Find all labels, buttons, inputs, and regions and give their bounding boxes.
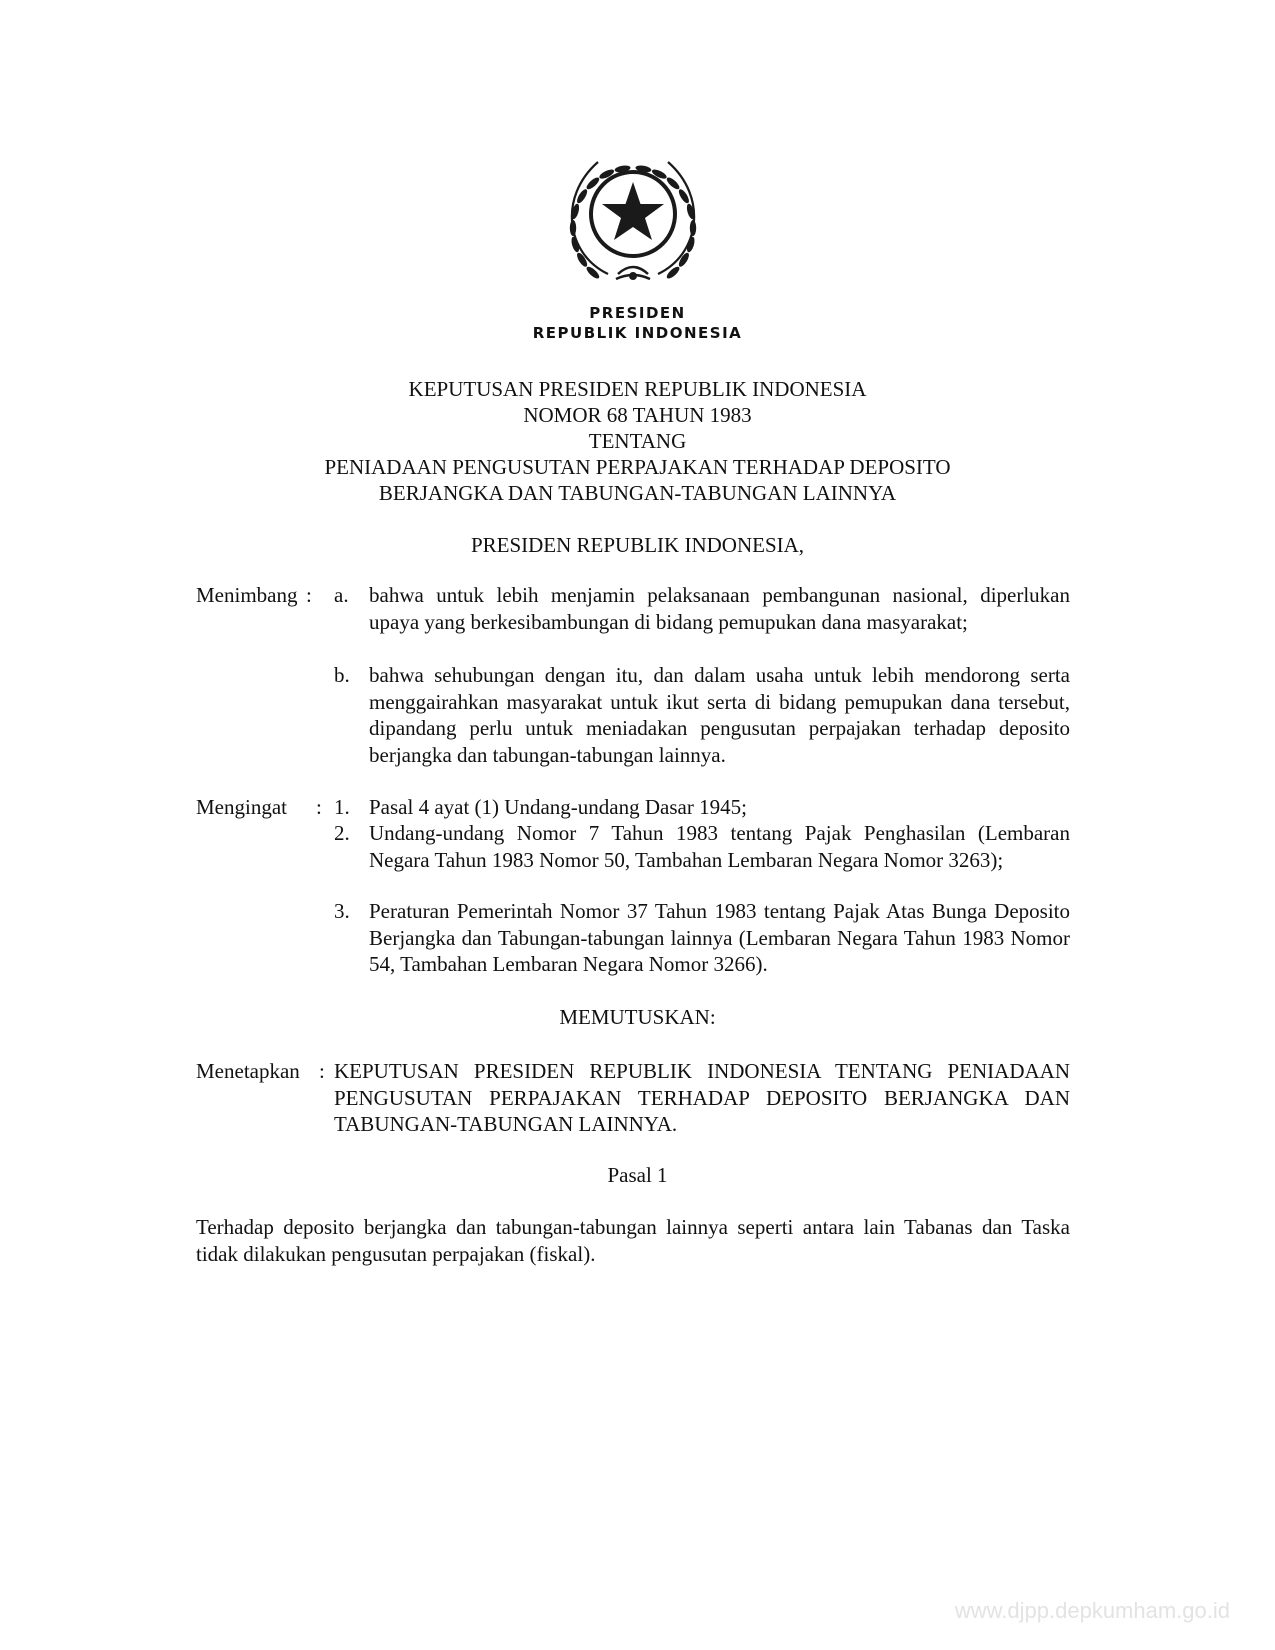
emblem-label-line-1: PRESIDEN — [589, 304, 686, 322]
title-line-3: TENTANG — [588, 429, 687, 453]
mengingat-label: Mengingat — [196, 795, 287, 819]
pasal-1-heading: Pasal 1 — [607, 1163, 668, 1187]
emblem-label-line-2: REPUBLIK INDONESIA — [532, 324, 743, 342]
memutuskan-heading: MEMUTUSKAN: — [559, 1005, 716, 1029]
title-line-4: PENIADAAN PENGUSUTAN PERPAJAKAN TERHADAP DEPOSITO — [324, 455, 951, 479]
mengingat-marker-2: 2. — [334, 821, 350, 845]
president-heading: PRESIDEN REPUBLIK INDONESIA, — [470, 533, 805, 557]
menimbang-marker-a: a. — [334, 583, 349, 607]
mengingat-item-2: Undang-undang Nomor 7 Tahun 1983 tentang Pajak Penghasilan (Lembaran Negara Tahun 1983 Nomor 50, Tambahan Lembaran Negara Nomor 3263); — [369, 821, 1070, 872]
menimbang-marker-b: b. — [334, 663, 350, 687]
menimbang-item-b: bahwa sehubungan dengan itu, dan dalam usaha untuk lebih mendorong serta menggairahkan masyarakat untuk ikut serta di bidang pemupukan dana tersebut, dipandang perlu untuk meniadakan pengusutan perpajakan terhadap deposito berjangka dan tabungan-tabungan lainnya. — [369, 663, 1070, 767]
mengingat-colon: : — [316, 795, 322, 819]
mengingat-item-1: Pasal 4 ayat (1) Undang-undang Dasar 1945; — [369, 795, 747, 819]
presidential-emblem-icon — [556, 142, 710, 292]
menetapkan-label: Menetapkan — [196, 1059, 300, 1083]
watermark-url: www.djpp.depkumham.go.id — [954, 1598, 1230, 1623]
menetapkan-colon: : — [319, 1059, 325, 1083]
title-line-2: NOMOR 68 TAHUN 1983 — [523, 403, 752, 427]
pasal-1-text: Terhadap deposito berjangka dan tabungan-tabungan lainnya seperti antara lain Tabanas dan Taska tidak dilakukan pengusutan perpajakan (fiskal). — [196, 1215, 1070, 1266]
mengingat-item-3: Peraturan Pemerintah Nomor 37 Tahun 1983 tentang Pajak Atas Bunga Deposito Berjangka dan Tabungan-tabungan lainnya (Lembaran Negara Tahun 1983 Nomor 54, Tambahan Lembaran Negara Nomor 3266). — [369, 899, 1070, 976]
menetapkan-text: KEPUTUSAN PRESIDEN REPUBLIK INDONESIA TENTANG PENIADAAN PENGUSUTAN PERPAJAKAN TERHADAP DEPOSITO BERJANGKA DAN TABUNGAN-TABUNGAN LAINNYA. — [334, 1059, 1070, 1136]
title-line-1: KEPUTUSAN PRESIDEN REPUBLIK INDONESIA — [408, 377, 867, 401]
mengingat-marker-3: 3. — [334, 899, 350, 923]
menimbang-colon: : — [306, 583, 312, 607]
menimbang-label: Menimbang — [196, 583, 298, 607]
mengingat-marker-1: 1. — [334, 795, 350, 819]
menimbang-item-a: bahwa untuk lebih menjamin pelaksanaan pembangunan nasional, diperlukan upaya yang berkesibambungan di bidang pemupukan dana masyarakat; — [369, 583, 1070, 634]
title-line-5: BERJANGKA DAN TABUNGAN-TABUNGAN LAINNYA — [378, 481, 897, 505]
